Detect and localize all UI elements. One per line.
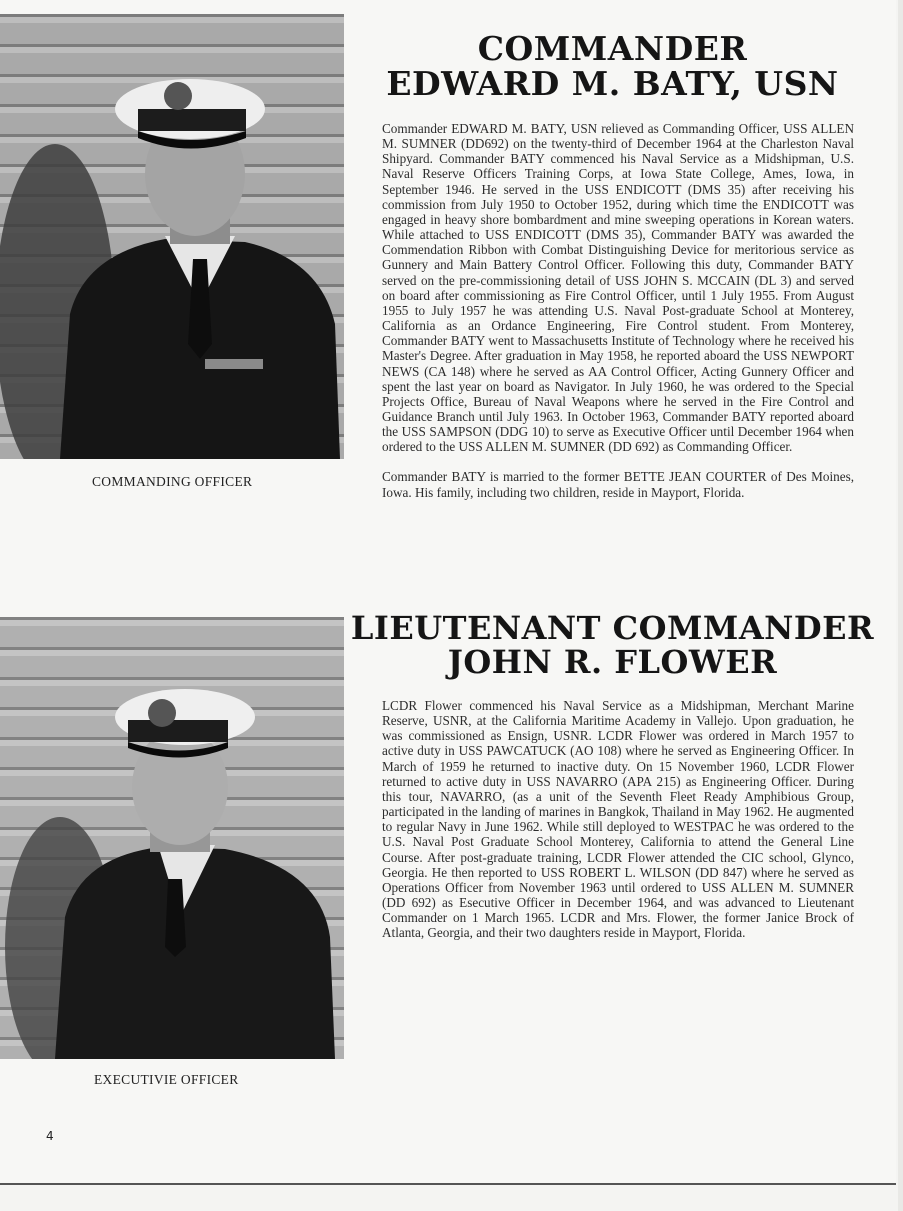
- page-edge: [898, 0, 903, 1211]
- title-line: LIEUTENANT COMMANDER: [350, 609, 875, 647]
- section-title: [350, 609, 875, 681]
- title-line: JOHN R. FLOWER: [447, 642, 778, 681]
- executive-officer-photo: [0, 617, 344, 1059]
- photo-caption: EXECUTIVIE OFFICER: [94, 1072, 239, 1087]
- biography-text: [382, 698, 854, 941]
- photo-caption: COMMANDING OFFICER: [92, 474, 253, 489]
- paragraph: Commander BATY is married to the former BETTE JEAN COURTER of Des Moines, Iowa. His family, including two children, reside in Mayport, Florida.: [382, 469, 854, 500]
- section-title: [350, 29, 875, 103]
- commanding-officer-photo: [0, 14, 344, 459]
- paragraph: Commander EDWARD M. BATY, USN relieved as Commanding Officer, USS ALLEN M. SUMNER (DD692) on the twenty-third of December 1964 at the Charleston Naval Shipyard. Commander BATY commenced his Naval Service as a Midshipman, U.S. Naval Reserve Officers Training Corps, at Iowa State College, Ames, Iowa, in September 1946. He served in the USS ENDICOTT (DMS 35) after receiving his commission from July 1950 to October 1952, during which time the ENDICOTT was engaged in heavy shore bombardment and mine sweeping operations in Korean waters. While attached to USS ENDICOTT (DMS 35), Commander BATY was awarded the Commendation Ribbon with Combat Distinguishing Device for meritorious service as Gunnery and Main Battery Control Officer. Following this duty, Commander BATY served on the pre-commissioning detail of USS JOHN S. MCCAIN (DL 3) and served on board after commissioning as Fire Control Officer, until 1 July 1955. From August 1955 to July 1957 he was attending U.S. Naval Post-graduate School at Monterey, California as an Ordance Engineering, Fire Control student. From Monterey, Commander BATY went to Massachusetts Institute of Technology where he received his Master's Degree. After graduation in May 1958, he reported aboard the USS NEWPORT NEWS (CA 148) where he served as AA Control Officer, Acting Gunnery Officer and spent the last year on board as Navigator. In July 1960, he was ordered to the Special Projects Office, Bureau of Naval Weapons where he served in the Fire Control and Guidance Branch until July 1963. In October 1963, Commander BATY reported aboard the USS SAMPSON (DDG 10) to serve as Executive Officer until December 1964 when ordered to the USS ALLEN M. SUMNER (DD 692) as Commanding Officer.: [382, 121, 854, 455]
- page-number: 4: [46, 1129, 54, 1143]
- title-line: COMMANDER: [477, 29, 748, 68]
- title-line: EDWARD M. BATY, USN: [386, 63, 839, 103]
- biography-text: [382, 121, 854, 500]
- paragraph: LCDR Flower commenced his Naval Service as a Midshipman, Merchant Marine Reserve, USNR, at the California Maritime Academy in Vallejo. Upon graduation, he was commissioned as Ensign, USNR. LCDR Flower was ordered in March 1957 to active duty in USS PAWCATUCK (AO 108) where he served as Engineering Officer. In March of 1959 he returned to inactive duty. On 15 November 1960, LCDR Flower returned to active duty in USS NAVARRO (APA 215) as Engineering Officer. During this tour, NAVARRO, (as a unit of the Seventh Fleet Ready Amphibious Group, participated in the landing of marines in Bangkok, Thailand in May 1962. He augmented to regular Navy in June 1962. While still deployed to WESTPAC he was ordered to the U.S. Naval Post Graduate School Monterey, California to attend the General Line Course. After post-graduate training, LCDR Flower attended the CIC school, Glynco, Georgia. He then reported to USS ROBERT L. WILSON (DD 847) where he served as Operations Officer from November 1963 until ordered to USS ALLEN M. SUMNER (DD 692) as Esecutive Officer in December 1964, and was advanced to Lieutenant Commander on 1 March 1965. LCDR and Mrs. Flower, the former Janice Brock of Atlanta, Georgia, and their two daughters reside in Mayport, Florida.: [382, 698, 854, 941]
